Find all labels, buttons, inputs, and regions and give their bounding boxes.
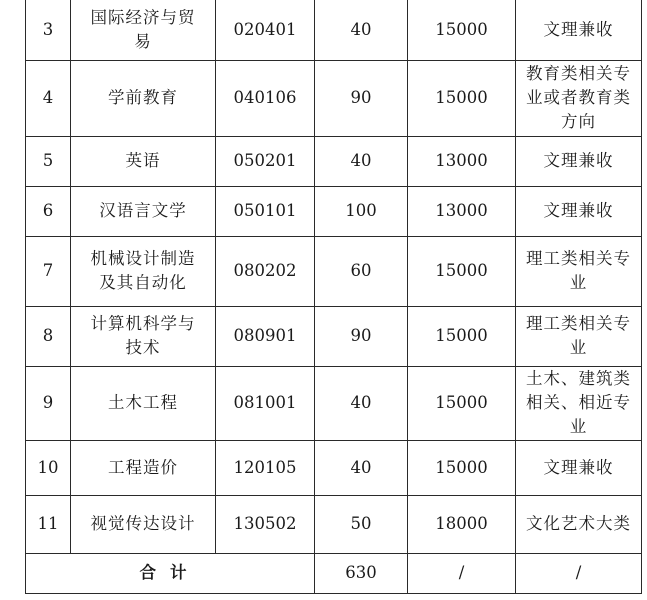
- enrollment-plan: 60: [315, 236, 408, 306]
- major-name: [71, 236, 216, 306]
- enrollment-plan: 40: [315, 440, 408, 495]
- table-row: [26, 440, 642, 495]
- remarks-text: 土木、建筑类相关、相近专业: [526, 369, 631, 436]
- tuition-fee: 15000: [408, 60, 516, 136]
- row-number: 11: [26, 495, 71, 553]
- major-code: 080202: [216, 236, 315, 306]
- row-number: 10: [26, 440, 71, 495]
- row-number: 9: [26, 366, 71, 440]
- total-remarks: /: [516, 553, 642, 593]
- enrollment-plan: 90: [315, 60, 408, 136]
- tuition-fee: 13000: [408, 136, 516, 186]
- tuition-fee: 15000: [408, 306, 516, 366]
- enrollment-plan: 100: [315, 186, 408, 236]
- row-number: 4: [26, 60, 71, 136]
- table-row: [26, 495, 642, 553]
- table-row: [26, 186, 642, 236]
- major-code: 040106: [216, 60, 315, 136]
- major-name: [71, 0, 216, 60]
- tuition-fee: 15000: [408, 366, 516, 440]
- remarks: 文理兼收: [516, 0, 642, 60]
- major-code: 050201: [216, 136, 315, 186]
- remarks: 文理兼收: [516, 440, 642, 495]
- remarks-text: 理工类相关专业: [526, 249, 631, 292]
- major-code: 081001: [216, 366, 315, 440]
- tuition-fee: 15000: [408, 440, 516, 495]
- major-name: 英语: [71, 136, 216, 186]
- table-row: [26, 306, 642, 366]
- row-number: 7: [26, 236, 71, 306]
- row-number: 5: [26, 136, 71, 186]
- remarks: [516, 236, 642, 306]
- major-code: 130502: [216, 495, 315, 553]
- major-name: 土木工程: [71, 366, 216, 440]
- enrollment-plan: 40: [315, 366, 408, 440]
- table-row: [26, 236, 642, 306]
- row-number: 6: [26, 186, 71, 236]
- enrollment-plan: 50: [315, 495, 408, 553]
- major-name: 视觉传达设计: [71, 495, 216, 553]
- tuition-fee: 13000: [408, 186, 516, 236]
- major-name-text: 计算机科学与技术: [90, 314, 196, 357]
- remarks: [516, 306, 642, 366]
- row-number: 8: [26, 306, 71, 366]
- major-name: 汉语言文学: [71, 186, 216, 236]
- table-row: [26, 136, 642, 186]
- total-row: [26, 553, 642, 593]
- major-name-text: 机械设计制造及其自动化: [90, 249, 196, 292]
- major-name: 学前教育: [71, 60, 216, 136]
- table-row: [26, 366, 642, 440]
- remarks: [516, 60, 642, 136]
- majors-table: [25, 0, 642, 594]
- major-name-text: 国际经济与贸易: [90, 7, 196, 51]
- remarks: 文化艺术大类: [516, 495, 642, 553]
- enrollment-plan: 40: [315, 0, 408, 60]
- remarks: 文理兼收: [516, 186, 642, 236]
- major-name: 工程造价: [71, 440, 216, 495]
- total-plan: 630: [315, 553, 408, 593]
- enrollment-plan: 90: [315, 306, 408, 366]
- total-label: 合计: [26, 553, 315, 593]
- major-code: 050101: [216, 186, 315, 236]
- table-row: [26, 60, 642, 136]
- remarks: [516, 366, 642, 440]
- table-row: [26, 0, 642, 60]
- row-number: 3: [26, 0, 71, 60]
- major-code: 020401: [216, 0, 315, 60]
- major-code: 120105: [216, 440, 315, 495]
- tuition-fee: 18000: [408, 495, 516, 553]
- tuition-fee: 15000: [408, 236, 516, 306]
- remarks-text: 理工类相关专业: [526, 314, 631, 357]
- tuition-fee: 15000: [408, 0, 516, 60]
- total-tuition: /: [408, 553, 516, 593]
- remarks: 文理兼收: [516, 136, 642, 186]
- major-code: 080901: [216, 306, 315, 366]
- major-name: [71, 306, 216, 366]
- enrollment-plan: 40: [315, 136, 408, 186]
- remarks-text: 教育类相关专业或者教育类方向: [526, 64, 631, 131]
